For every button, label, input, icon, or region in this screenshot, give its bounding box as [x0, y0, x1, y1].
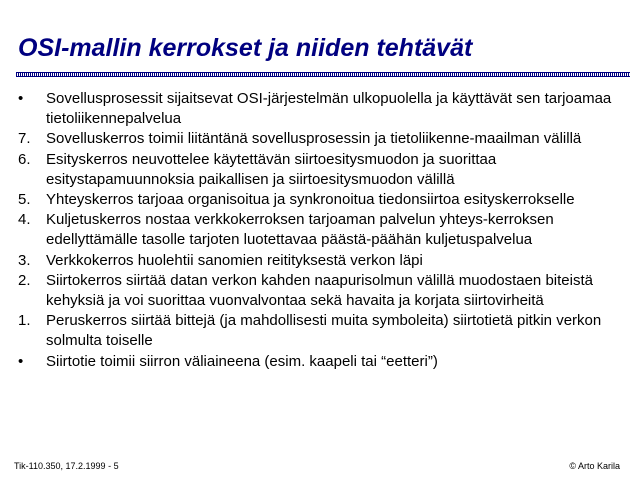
list-item [18, 89, 618, 129]
footer-course-info: Tik-110.350, 17.2.1999 - 5 [14, 461, 119, 471]
bullet-marker: • [18, 352, 24, 370]
layer-list [18, 89, 618, 372]
number-marker: 6. [18, 150, 31, 168]
list-item-text: Siirtotie toimii siirron väliaineena (esim. kaapeli tai “eetteri”) [46, 352, 438, 370]
list-item [18, 150, 618, 190]
list-item-text: Sovelluskerros toimii liitäntänä sovellusprosessin ja tietoliikenne-maailman välillä [46, 130, 582, 148]
slide-title: OSI-mallin kerrokset ja niiden tehtävät [18, 34, 473, 62]
number-marker: 1. [18, 312, 31, 330]
number-marker: 4. [18, 211, 31, 229]
list-item-text: Siirtokerros siirtää datan verkon kahden naapurisolmun välillä muodostaen biteistä kehyksiä ja voi suorittaa vuonvalvontaa sekä havaita ja korjata siirtovirheitä [46, 271, 593, 310]
number-marker: 5. [18, 191, 31, 209]
list-item [18, 352, 618, 372]
footer-copyright: © Arto Karila [569, 461, 620, 471]
list-item-text: Esityskerros neuvottelee käytettävän siirtoesitysmuodon ja suorittaa esitystapamuunnoksia paikallisen ja siirtoesitysmuodon välillä [46, 150, 497, 188]
number-marker: 7. [18, 130, 31, 148]
number-marker: 2. [18, 271, 31, 289]
number-marker: 3. [18, 251, 31, 269]
list-item-text: Sovellusprosessit sijaitsevat OSI-järjestelmän ulkopuolella ja käyttävät sen tarjoamaa tietoliikennepalvelua [46, 90, 612, 128]
list-item [18, 129, 618, 149]
bullet-marker: • [18, 90, 24, 107]
list-item [18, 311, 618, 351]
list-item [18, 251, 618, 271]
list-item-text: Kuljetuskerros nostaa verkkokerroksen tarjoaman palvelun yhteys-kerroksen edellyttämälle tasolle tarjoten luotettavaa päästä-päähän kuljetuspalvelua [46, 211, 554, 249]
list-item-text: Yhteyskerros tarjoaa organisoitua ja synkronoitua tiedonsiirtoa esityskerrokselle [46, 191, 575, 209]
title-divider [16, 72, 630, 77]
list-item [18, 271, 618, 311]
list-item [18, 190, 618, 210]
list-item [18, 210, 618, 250]
list-item-text: Verkkokerros huolehtii sanomien reitityksestä verkon läpi [46, 251, 423, 269]
list-item-text: Peruskerros siirtää bittejä (ja mahdollisesti muita symboleita) siirtotietä pitkin verkon solmulta toiselle [46, 312, 602, 350]
